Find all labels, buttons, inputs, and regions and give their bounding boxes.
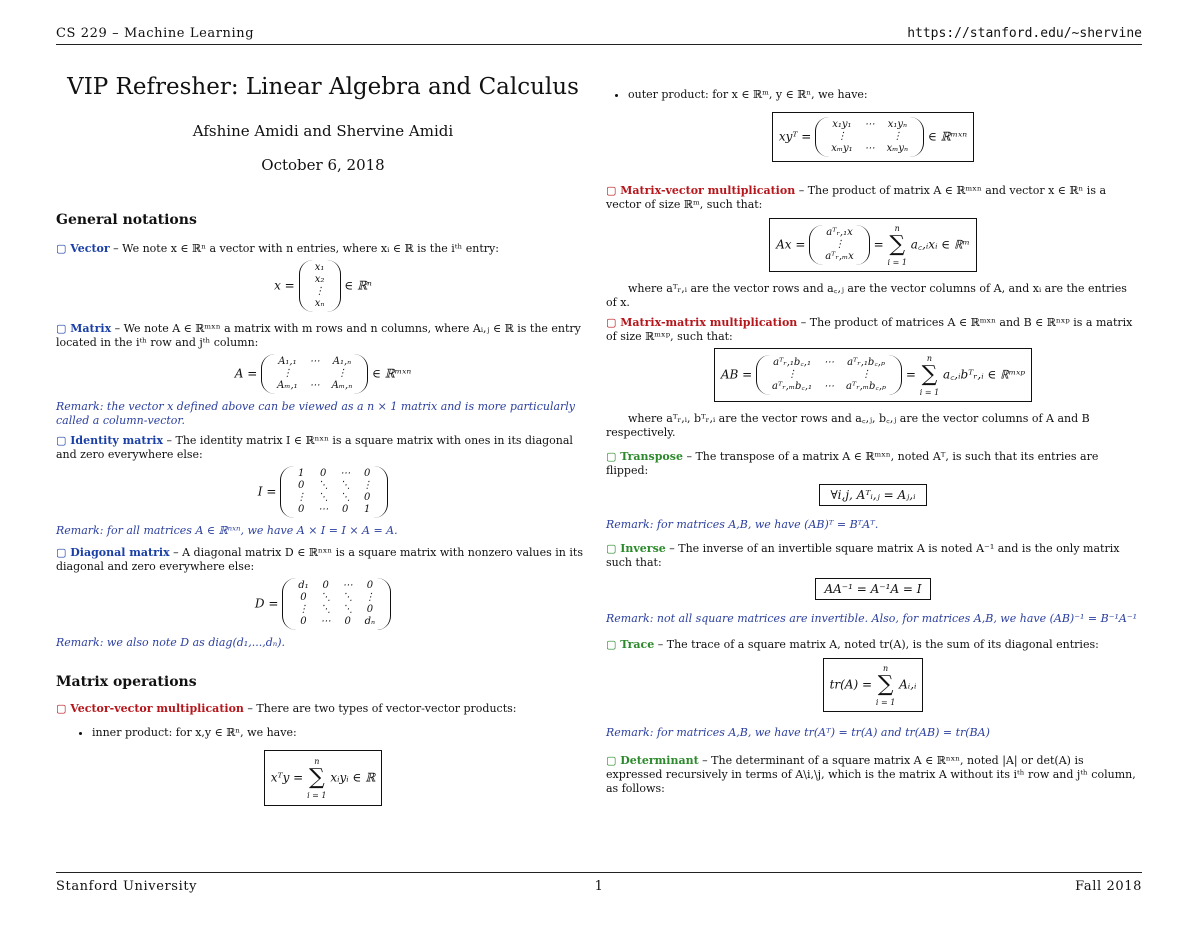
outer-product-box-wrap <box>606 112 1140 162</box>
section-matrix-operations: Matrix operations <box>56 674 197 690</box>
vector-keyword: ▢ Vector <box>56 242 110 255</box>
page-footer <box>56 872 1142 897</box>
mv-after: where aᵀᵣ,ᵢ are the vector rows and a꜀,ⱼ are the vector columns of A, and xᵢ are the entries of x. <box>606 282 1127 309</box>
doc-authors: Afshine Amidi and Shervine Amidi <box>192 122 454 140</box>
inner-product-item: • inner product: for x,y ∈ ℝⁿ, we have: <box>92 726 590 740</box>
outer-product-item: • outer product: for x ∈ ℝᵐ, y ∈ ℝⁿ, we have: <box>628 88 1140 102</box>
mm-keyword: ▢ Matrix-matrix multiplication <box>606 316 798 329</box>
mm-after: where aᵀᵣ,ᵢ, bᵀᵣ,ᵢ are the vector rows and a꜀,ⱼ, b꜀,ⱼ are the vector columns of A and B respectively. <box>606 412 1090 439</box>
vv-keyword: ▢ Vector-vector multiplication <box>56 702 244 715</box>
sum-symbol: n ∑ i = 1 <box>887 224 907 267</box>
remark-column-vector: Remark: the vector x defined above can be viewed as a n × 1 matrix and is more particularly called a column-vector. <box>56 400 576 427</box>
diagonal-matrix: d₁ 0 ⋯ 0 0 ⋱ ⋱ ⋮ ⋮ ⋱ ⋱ 0 0 ⋯ 0 dₙ <box>282 578 391 630</box>
mv-matrix: aᵀᵣ,₁x ⋮ aᵀᵣ,ₘx <box>809 225 870 265</box>
inverse-box-wrap <box>606 578 1140 600</box>
inverse-keyword: ▢ Inverse <box>606 542 666 555</box>
matrix-def: ▢ Matrix – We note A ∈ ℝᵐˣⁿ a matrix with m rows and n columns, where Aᵢ,ⱼ ∈ ℝ is the entry located in the iᵗʰ row and jᵗʰ column: <box>56 322 581 349</box>
remark-transpose: Remark: for matrices A,B, we have (AB)ᵀ = BᵀAᵀ. <box>606 518 879 531</box>
diagonal-keyword: ▢ Diagonal matrix <box>56 546 170 559</box>
doc-date: October 6, 2018 <box>261 156 385 174</box>
mm-matrix: aᵀᵣ,₁b꜀,₁ ⋯ aᵀᵣ,₁b꜀,ₚ ⋮ ⋮ aᵀᵣ,ₘb꜀,₁ ⋯ aᵀᵣ,ₘb꜀,ₚ <box>756 355 902 395</box>
mv-keyword: ▢ Matrix-vector multiplication <box>606 184 796 197</box>
footer-page-number: 1 <box>594 879 604 894</box>
remark-identity: Remark: for all matrices A ∈ ℝⁿˣⁿ, we have A × I = I × A = A. <box>56 524 398 537</box>
mv-box-wrap <box>606 218 1140 272</box>
doc-title: VIP Refresher: Linear Algebra and Calculus <box>67 74 579 100</box>
identity-equation: I = 1 0 ⋯ 0 0 ⋱ ⋱ ⋮ ⋮ ⋱ ⋱ 0 0 ⋯ 0 1 <box>56 466 590 518</box>
diagonal-equation: D = d₁ 0 ⋯ 0 0 ⋱ ⋱ ⋮ ⋮ ⋱ ⋱ 0 0 ⋯ 0 dₙ <box>56 578 590 630</box>
mv-def: ▢ Matrix-vector multiplication – The product of matrix A ∈ ℝᵐˣⁿ and vector x ∈ ℝⁿ is a vector of size ℝᵐ, such that: <box>606 184 1107 211</box>
remark-trace: Remark: for matrices A,B, we have tr(Aᵀ) = tr(A) and tr(AB) = tr(BA) <box>606 726 990 739</box>
sum-symbol: n ∑ i = 1 <box>307 757 327 800</box>
trace-equation: tr(A) = n ∑ i = 1 Aᵢ,ᵢ <box>823 658 924 712</box>
sum-symbol: n ∑ i = 1 <box>875 664 896 707</box>
vector-matrix: x₁ x₂ ⋮ xₙ <box>299 260 341 312</box>
remark-inverse: Remark: not all square matrices are invertible. Also, for matrices A,B, we have (AB)⁻¹ = B⁻¹A⁻¹ <box>606 612 1138 625</box>
header-course: CS 229 – Machine Learning <box>56 26 255 41</box>
outer-product-equation: xyᵀ = x₁y₁ ⋯ x₁yₙ ⋮ ⋮ xₘy₁ ⋯ xₘyₙ ∈ ℝᵐˣⁿ <box>772 112 974 162</box>
header-url[interactable]: https://stanford.edu/~shervine <box>907 26 1142 41</box>
transpose-keyword: ▢ Transpose <box>606 450 683 463</box>
transpose-box-wrap <box>606 484 1140 506</box>
inner-product-box-wrap <box>56 750 590 806</box>
identity-matrix: 1 0 ⋯ 0 0 ⋱ ⋱ ⋮ ⋮ ⋱ ⋱ 0 0 ⋯ 0 1 <box>280 466 388 518</box>
trace-keyword: ▢ Trace <box>606 638 655 651</box>
matrix-a: A₁,₁ ⋯ A₁,ₙ ⋮ ⋮ Aₘ,₁ ⋯ Aₘ,ₙ <box>261 354 368 394</box>
mv-equation: Ax = aᵀᵣ,₁x ⋮ aᵀᵣ,ₘx = n ∑ i = 1 a꜀,ᵢxᵢ ∈ ℝᵐ <box>769 218 977 272</box>
determinant-keyword: ▢ Determinant <box>606 754 699 767</box>
vv-def: ▢ Vector-vector multiplication – There are two types of vector-vector products: <box>56 702 517 715</box>
outer-list <box>606 88 1140 102</box>
identity-def: ▢ Identity matrix – The identity matrix I ∈ ℝⁿˣⁿ is a square matrix with ones in its diagonal and zero everywhere else: <box>56 434 573 461</box>
vector-equation: x = x₁ x₂ ⋮ xₙ ∈ ℝⁿ <box>56 260 590 312</box>
inverse-equation: AA⁻¹ = A⁻¹A = I <box>815 578 930 600</box>
identity-keyword: ▢ Identity matrix <box>56 434 164 447</box>
vector-def: ▢ Vector – We note x ∈ ℝⁿ a vector with n entries, where xᵢ ∈ ℝ is the iᵗʰ entry: <box>56 242 499 255</box>
left-column <box>56 52 590 806</box>
footer-term: Fall 2018 <box>1075 879 1142 894</box>
sum-symbol: n ∑ i = 1 <box>919 354 940 397</box>
mm-def: ▢ Matrix-matrix multiplication – The product of matrices A ∈ ℝᵐˣⁿ and B ∈ ℝⁿˣᵖ is a matrix of size ℝᵐˣᵖ, such that: <box>606 316 1133 343</box>
diagonal-def: ▢ Diagonal matrix – A diagonal matrix D ∈ ℝⁿˣⁿ is a square matrix with nonzero values in its diagonal and zero everywhere else: <box>56 546 583 573</box>
footer-university: Stanford University <box>56 879 198 894</box>
matrix-equation: A = A₁,₁ ⋯ A₁,ₙ ⋮ ⋮ Aₘ,₁ ⋯ Aₘ,ₙ ∈ ℝᵐˣⁿ <box>56 354 590 394</box>
mm-equation: AB = aᵀᵣ,₁b꜀,₁ ⋯ aᵀᵣ,₁b꜀,ₚ ⋮ ⋮ aᵀᵣ,ₘb꜀,₁ ⋯ aᵀᵣ,ₘb꜀,ₚ = n ∑ i = 1 a꜀,ᵢbᵀᵣ,ᵢ ∈ ℝᵐˣᵖ <box>714 348 1032 402</box>
page-header <box>56 24 1142 45</box>
section-general-notations: General notations <box>56 212 197 228</box>
inverse-def: ▢ Inverse – The inverse of an invertible square matrix A is noted A⁻¹ and is the only matrix such that: <box>606 542 1120 569</box>
right-column <box>606 52 1140 796</box>
inner-product-equation: xᵀy = n ∑ i = 1 xᵢyᵢ ∈ ℝ <box>264 750 382 806</box>
remark-diag: Remark: we also note D as diag(d₁,...,dₙ). <box>56 636 285 649</box>
transpose-def: ▢ Transpose – The transpose of a matrix A ∈ ℝᵐˣⁿ, noted Aᵀ, is such that its entries are flipped: <box>606 450 1099 477</box>
trace-box-wrap <box>606 658 1140 712</box>
outer-matrix: x₁y₁ ⋯ x₁yₙ ⋮ ⋮ xₘy₁ ⋯ xₘyₙ <box>815 117 924 157</box>
matrix-keyword: ▢ Matrix <box>56 322 112 335</box>
mm-box-wrap <box>606 348 1140 402</box>
trace-def: ▢ Trace – The trace of a square matrix A, noted tr(A), is the sum of its diagonal entries: <box>606 638 1099 651</box>
vv-list <box>56 726 590 740</box>
determinant-def: ▢ Determinant – The determinant of a square matrix A ∈ ℝⁿˣⁿ, noted |A| or det(A) is expressed recursively in terms of A\i,\j, which is the matrix A without its iᵗʰ row and jᵗʰ column, as follows: <box>606 754 1136 795</box>
transpose-equation: ∀i,j, Aᵀᵢ,ⱼ = Aⱼ,ᵢ <box>819 484 926 506</box>
